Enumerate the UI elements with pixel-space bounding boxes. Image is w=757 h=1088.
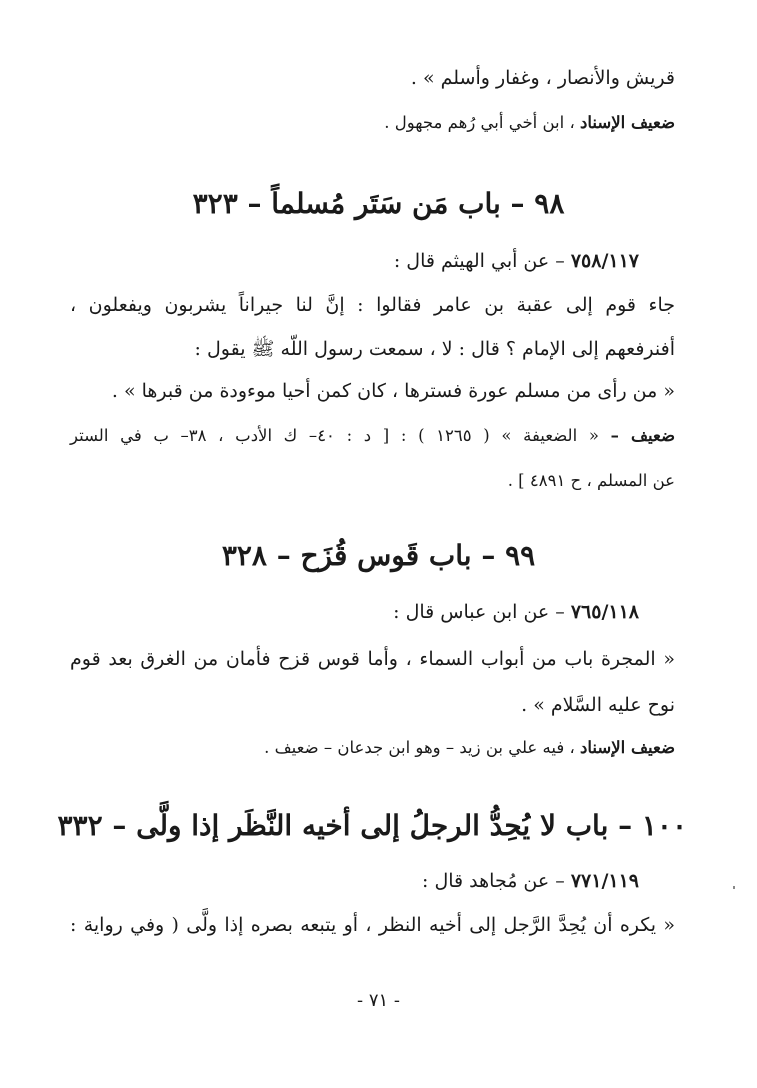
hadith-intro: – عن أبي الهيثم قال :: [393, 250, 571, 272]
text: أفنرفعهم إلى الإمام ؟ قال : لا ، سمعت رسول اللّه ﷺ يقول :: [194, 338, 675, 360]
grading-label: ضعيف –: [610, 426, 675, 445]
grading-label: ضعيف الإسناد: [580, 738, 675, 757]
chapter-heading: ١٠٠ – باب لا يُحِدُّ الرجلُ إلى أخيه النَّظَر إذا ولَّى – ٣٣٢: [57, 809, 687, 842]
grading-line: [70, 466, 675, 496]
text-line: [70, 376, 675, 406]
text-line: [70, 334, 675, 364]
hadith-intro: – عن مُجاهد قال :: [422, 870, 571, 892]
grading-text: « الضعيفة » ( ١٢٦٥ ) : [ د : ٤٠– ك الأدب ، ٣٨– ب في الستر: [70, 426, 611, 445]
grading-label: ضعيف الإسناد: [580, 113, 675, 132]
chapter-heading: ٩٩ – باب قَوس قُزَح – ٣٢٨: [221, 539, 536, 572]
text: « من رأى من مسلم عورة فسترها ، كان كمن أحيا موءودة من قبرها » .: [111, 380, 675, 402]
scan-mark: [733, 886, 735, 889]
text: نوح عليه السَّلام » .: [521, 694, 675, 716]
hadith-number: ٧٥٨/١١٧: [570, 250, 639, 272]
grading-text: عن المسلم ، ح ٤٨٩١ ] .: [507, 471, 675, 490]
page-number: - ٧١ -: [357, 990, 400, 1011]
grading-line: [70, 108, 675, 138]
chapter-heading: ٩٨ – باب مَن سَتَر مُسلماً – ٣٢٣: [192, 187, 565, 220]
hadith-intro: – عن ابن عباس قال :: [393, 601, 571, 623]
text: « يكره أن يُحِدَّ الرَّجل إلى أخيه النظر ، أو يتبعه بصره إذا ولَّى ( وفي رواية :: [70, 914, 675, 936]
hadith-header: [120, 246, 639, 276]
text-line: [70, 644, 675, 674]
text-line: [70, 690, 675, 720]
hadith-header: [120, 597, 639, 627]
text: « المجرة باب من أبواب السماء ، وأما قوس قزح فأمان من الغرق بعد قوم: [70, 648, 675, 670]
hadith-number: ٧٦٥/١١٨: [570, 601, 639, 623]
text-line: [70, 910, 675, 940]
text-line: [70, 63, 675, 93]
hadith-number: ٧٧١/١١٩: [570, 870, 639, 892]
grading-line: [70, 421, 675, 451]
text-line: [70, 290, 675, 320]
text: جاء قوم إلى عقبة بن عامر فقالوا : إنَّ لنا جيراناً يشربون ويفعلون ،: [70, 294, 675, 316]
text: قريش والأنصار ، وغفار وأسلم » .: [410, 67, 675, 89]
grading-text: ، ابن أخي أبي رُهم مجهول .: [384, 113, 581, 132]
hadith-header: [120, 866, 639, 896]
grading-text: ، فيه علي بن زيد – وهو ابن جدعان – ضعيف .: [264, 738, 581, 757]
grading-line: [70, 733, 675, 763]
